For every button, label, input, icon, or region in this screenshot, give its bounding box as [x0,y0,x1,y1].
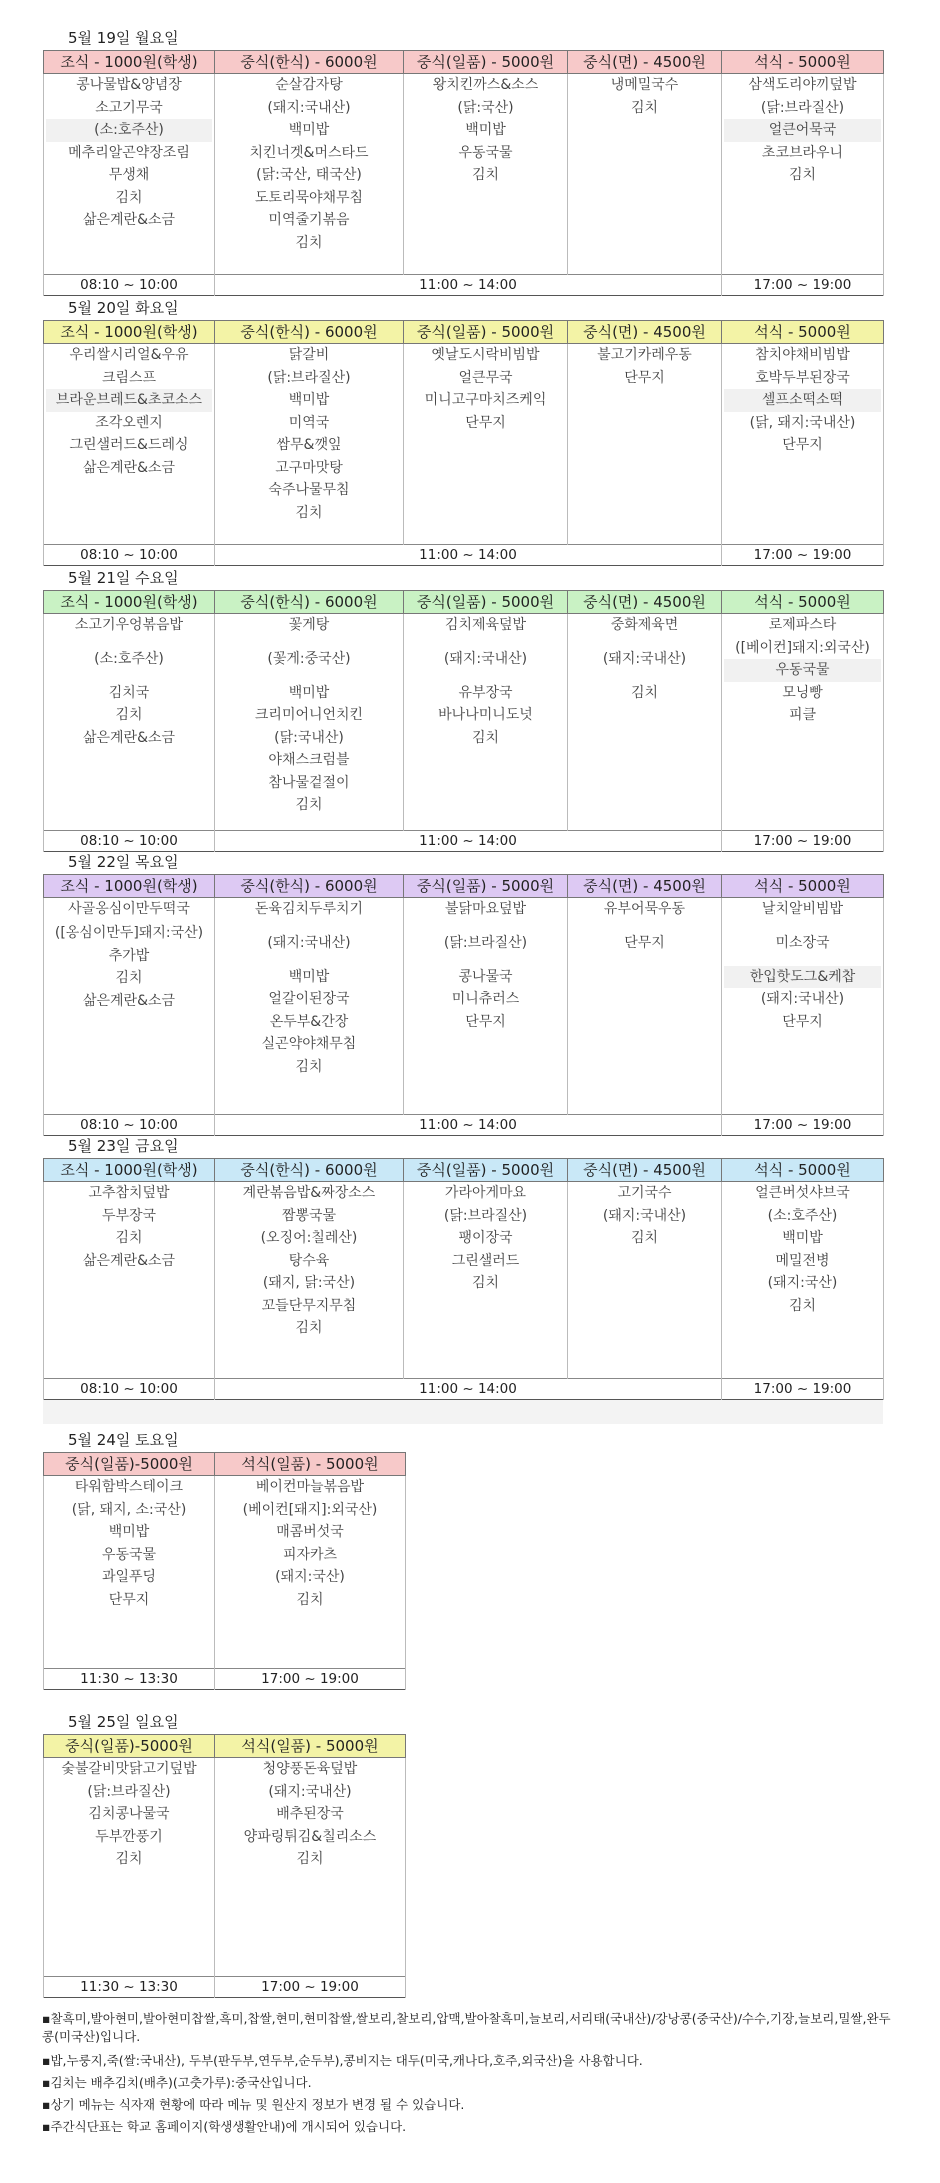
menu-item: (닭:브라질산) [443,934,528,951]
menu-cell [568,898,722,1115]
serving-time: 17:00 ~ 19:00 [215,1977,406,1998]
menu-item: 계란볶음밥&짜장소스 [242,1185,376,1201]
menu-cell [44,344,215,545]
menu-item: (소:호주산) [767,1207,838,1224]
footnote: ▪김치는 배추김치(배추)(고춧가루):중국산입니다. [42,2075,312,2090]
menu-item: 미니고구마치즈케익 [424,392,547,408]
serving-time: 11:30 ~ 13:30 [44,1977,215,1998]
menu-item: 타워함박스테이크 [74,1479,184,1495]
menu-item: 소고기무국 [95,99,163,116]
menu-item: 얼큰어묵국 [724,119,881,142]
menu-item: 얼갈이된장국 [268,991,350,1007]
menu-cell [404,344,568,545]
menu-item: 백미밥 [288,122,330,138]
menu-cell [568,344,722,545]
menu-item: 매콤버섯국 [276,1524,344,1540]
menu-cell [568,74,722,275]
menu-item: 무생채 [108,167,150,183]
menu-cell [404,898,568,1115]
menu-cell [722,614,884,831]
menu-item: ([옹심이만두]돼지:국산) [54,924,204,941]
menu-item: 백미밥 [288,392,330,408]
column-header: 조식 - 1000원(학생) [44,51,215,74]
menu-cell [44,1758,215,1977]
day-title: 5월 19일 월요일 [68,29,179,47]
column-header: 석식(일품) - 5000원 [215,1453,406,1476]
menu-item: 가라아게마요 [444,1185,527,1201]
menu-item: 두부깐풍기 [95,1828,163,1845]
menu-cell [215,344,404,545]
menu-cell [215,1476,406,1669]
menu-cell [568,1182,722,1379]
menu-item: 탕수육 [288,1252,330,1269]
menu-item: (닭:브라질산) [267,369,351,386]
menu-cell [722,1182,884,1379]
menu-item: (돼지:국내산) [602,1207,687,1224]
menu-item: 추가밥 [108,947,150,964]
footnote: ▪주간식단표는 학교 홈페이지(학생생활안내)에 개시되어 있습니다. [42,2119,407,2134]
footnote: ▪밥,누룽지,죽(쌀:국내산), 두부(판두부,연두부,순두부),콩비지는 대두(미국,캐나다,호주,외국산)을 사용합니다. [42,2053,643,2068]
menu-item: 닭갈비 [288,347,330,363]
serving-time: 17:00 ~ 19:00 [722,1115,884,1136]
menu-item: 얼큰무국 [458,369,513,386]
menu-item: 김치 [471,167,500,183]
serving-time: 08:10 ~ 10:00 [44,545,215,566]
menu-item: 야채스크럼블 [268,752,350,768]
footnote: ▪찰흑미,발아현미,발아현미찹쌀,흑미,찹쌀,현미,현미찹쌀,쌀보리,찰보리,압맥,발아찰흑미,늘보리,서리태(국내산)/강낭콩(중국산)/수수,기장,늘보리,밀쌀,완두콩(미국산)입니다. [42,2011,891,2044]
menu-cell [404,1182,568,1379]
menu-item: 메밀전병 [775,1252,830,1269]
menu-item: 소고기우엉볶음밥 [74,617,184,633]
menu-item: 콩나물밥&양념장 [76,77,182,93]
menu-item: 조각오렌지 [95,414,163,431]
menu-item: (돼지, 닭:국산) [262,1275,356,1291]
menu-item: 사골옹심이만두떡국 [68,901,190,917]
menu-item: 김치 [296,1591,324,1608]
menu-item: 우동국물 [724,659,881,682]
column-header: 조식 - 1000원(학생) [44,591,215,614]
menu-item: 바나나미니도넛 [438,707,533,723]
menu-item: 참치야채비빔밥 [755,347,850,363]
column-header: 석식 - 5000원 [722,591,884,614]
menu-item: 고추참치덮밥 [88,1185,170,1201]
column-header: 석식(일품) - 5000원 [215,1735,406,1758]
column-header: 조식 - 1000원(학생) [44,875,215,898]
serving-time: 08:10 ~ 10:00 [44,1379,215,1400]
serving-time: 11:00 ~ 14:00 [215,1379,722,1400]
menu-item: 돈육김치두루치기 [254,901,364,917]
menu-cell [215,898,404,1115]
menu-item: 베이컨마늘볶음밥 [255,1479,365,1495]
menu-item: 고기국수 [617,1185,672,1201]
menu-cell [722,74,884,275]
menu-item: 중화제육면 [610,617,679,633]
menu-item: 모닝빵 [782,684,823,701]
menu-table [43,590,884,852]
menu-item: 백미밥 [108,1524,150,1540]
serving-time: 11:00 ~ 14:00 [215,831,722,852]
menu-item: 단무지 [624,369,665,386]
menu-item: 피클 [788,707,817,723]
serving-time: 11:00 ~ 14:00 [215,275,722,296]
column-header: 중식(일품) - 5000원 [404,875,568,898]
menu-item: 김치 [115,707,143,723]
menu-item: (닭:브라질산) [760,99,845,116]
menu-item: 김치국 [108,684,150,701]
menu-item: 김치 [115,189,143,206]
column-header: 조식 - 1000원(학생) [44,321,215,344]
menu-cell [44,898,215,1115]
menu-item: (돼지:국내산) [602,650,687,667]
menu-item: 짬뽕국물 [281,1207,337,1224]
menu-item: 과일푸딩 [101,1569,157,1585]
menu-cell [215,1758,406,1977]
menu-item: 팽이장국 [458,1230,513,1246]
menu-item: 꽃게탕 [288,617,330,633]
serving-time: 17:00 ~ 19:00 [722,1379,884,1400]
menu-item: 김치 [115,970,143,986]
menu-item: (돼지:국산) [767,1275,838,1291]
menu-item: 김치 [630,1230,659,1246]
menu-item: 크림스프 [101,369,157,386]
serving-time: 17:00 ~ 19:00 [215,1669,406,1690]
column-header: 석식 - 5000원 [722,51,884,74]
day-title: 5월 20일 화요일 [68,299,179,317]
column-header: 중식(한식) - 6000원 [215,875,404,898]
menu-item: 유부어묵우동 [603,901,686,917]
menu-item: 단무지 [108,1591,150,1608]
menu-item: 미역줄기볶음 [268,212,350,228]
menu-item: 단무지 [624,934,665,951]
menu-cell [215,74,404,275]
menu-item: 김치 [295,504,323,521]
menu-item: 단무지 [465,414,506,431]
column-header: 중식(일품) - 5000원 [404,591,568,614]
menu-item: 백미밥 [288,684,330,701]
menu-table [43,1452,406,1690]
menu-item: 로제파스타 [768,617,837,633]
menu-table [43,874,884,1136]
menu-item: 치킨너겟&머스타드 [249,144,369,161]
menu-cell [44,1476,215,1669]
column-header: 석식 - 5000원 [722,1159,884,1182]
menu-item: 참나물겉절이 [268,774,350,791]
menu-item: 유부장국 [458,684,513,701]
menu-cell [44,1182,215,1379]
day-title: 5월 22일 목요일 [68,853,179,871]
menu-item: 단무지 [782,1013,823,1030]
column-header: 조식 - 1000원(학생) [44,1159,215,1182]
serving-time: 08:10 ~ 10:00 [44,275,215,296]
menu-item: 우리쌀시리얼&우유 [69,347,189,363]
serving-time: 11:30 ~ 13:30 [44,1669,215,1690]
menu-cell [568,614,722,831]
menu-item: 백미밥 [288,968,330,985]
menu-item: 냉메밀국수 [610,77,679,93]
menu-item: 김치콩나물국 [88,1806,170,1822]
menu-item: 우동국물 [458,144,513,161]
menu-item: 백미밥 [465,122,506,138]
menu-item: 숯불갈비맛닭고기덮밥 [61,1761,197,1777]
menu-item: ([베이컨]돼지:외국산) [735,639,870,656]
day-title: 5월 21일 수요일 [68,569,179,587]
menu-table [43,1734,406,1998]
footnote: ▪상기 메뉴는 식자재 현황에 따라 메뉴 및 원산지 정보가 변경 될 수 있습니다. [42,2097,465,2112]
menu-item: 날치알비빔밥 [761,901,844,917]
menu-item: 백미밥 [782,1230,823,1246]
menu-item: 미소장국 [775,934,830,951]
menu-item: 양파링튀김&칠리소스 [243,1828,377,1845]
column-header: 석식 - 5000원 [722,321,884,344]
menu-item: (돼지:국내산) [268,1783,352,1800]
column-header: 중식(일품)-5000원 [44,1453,215,1476]
serving-time: 17:00 ~ 19:00 [722,831,884,852]
column-header: 중식(한식) - 6000원 [215,321,404,344]
menu-cell [215,614,404,831]
menu-item: 온두부&간장 [269,1013,349,1030]
menu-item: (닭:국산, 태국산) [256,167,362,183]
menu-item: 김치 [115,1230,143,1246]
menu-item: 청양풍돈육덮밥 [262,1761,358,1777]
menu-item: 그린샐러드&드레싱 [69,437,189,453]
spacer-band [43,1400,883,1424]
menu-item: 삶은계란&소금 [82,1252,176,1269]
menu-table [43,1158,884,1400]
menu-item: 김치 [471,729,500,746]
menu-item: 그린샐러드 [451,1252,520,1269]
menu-item: (돼지:국내산) [267,934,351,951]
menu-item: 꼬들단무지무침 [261,1297,357,1314]
column-header: 중식(면) - 4500원 [568,321,722,344]
menu-cell [722,898,884,1115]
menu-item: 배추된장국 [276,1806,344,1822]
menu-item: (오징어:칠레산) [260,1230,358,1246]
column-header: 중식(면) - 4500원 [568,591,722,614]
menu-item: 고구마맛탕 [275,459,343,476]
menu-item: 삶은계란&소금 [82,212,176,228]
menu-item: (돼지:국산) [275,1569,345,1585]
menu-item: 김치 [295,1320,323,1336]
menu-item: (닭:브라질산) [443,1207,528,1224]
footnotes [42,2008,892,2138]
serving-time: 11:00 ~ 14:00 [215,1115,722,1136]
menu-item: 김치 [115,1851,143,1867]
column-header: 중식(일품) - 5000원 [404,51,568,74]
menu-item: 크리미어니언치킨 [254,707,364,723]
menu-item: 단무지 [782,437,823,453]
menu-item: (돼지:국내산) [760,991,845,1007]
menu-item: 피자카츠 [282,1546,338,1563]
column-header: 중식(일품) - 5000원 [404,1159,568,1182]
menu-cell [44,74,215,275]
serving-time: 17:00 ~ 19:00 [722,545,884,566]
day-title: 5월 25일 일요일 [68,1713,179,1731]
menu-table [43,50,884,296]
menu-item: 메추리알곤약장조림 [68,144,190,161]
menu-item: (돼지:국내산) [443,650,528,667]
menu-item: (닭, 돼지, 소:국산) [71,1501,187,1518]
menu-item: (닭:브라질산) [87,1783,171,1800]
menu-item: (닭, 돼지:국내산) [749,414,856,431]
menu-item: 초코브라우니 [761,144,844,161]
column-header: 중식(일품) - 5000원 [404,321,568,344]
menu-item: 왕치킨까스&소스 [432,77,539,93]
menu-cell [44,614,215,831]
menu-item: 브라운브레드&초코소스 [46,389,212,412]
menu-item: 김치 [471,1275,500,1291]
menu-item: 두부장국 [101,1207,157,1224]
menu-item: 불닭마요덮밥 [444,901,527,917]
menu-item: 미니츄러스 [451,991,520,1007]
menu-cell [404,614,568,831]
menu-item: 김치제육덮밥 [444,617,527,633]
menu-item: 순살감자탕 [275,77,343,93]
serving-time: 11:00 ~ 14:00 [215,545,722,566]
menu-item: 도토리묵야채무침 [254,189,364,206]
column-header: 중식(면) - 4500원 [568,51,722,74]
column-header: 중식(면) - 4500원 [568,1159,722,1182]
menu-item: 김치 [788,167,817,183]
menu-item: (꽃게:중국산) [267,650,351,667]
serving-time: 08:10 ~ 10:00 [44,831,215,852]
serving-time: 17:00 ~ 19:00 [722,275,884,296]
menu-item: (닭:국내산) [274,729,344,746]
menu-item: 실곤약야채무침 [261,1036,357,1052]
menu-item: 김치 [296,1851,324,1867]
menu-item: 콩나물국 [458,968,513,985]
menu-item: 셀프소떡소떡 [724,389,881,412]
menu-item: 얼큰버섯샤브국 [755,1185,850,1201]
column-header: 석식 - 5000원 [722,875,884,898]
column-header: 중식(한식) - 6000원 [215,51,404,74]
day-title: 5월 24일 토요일 [68,1431,179,1449]
menu-item: 김치 [295,1058,323,1075]
column-header: 중식(한식) - 6000원 [215,591,404,614]
menu-item: 쌈무&깻잎 [276,437,342,453]
menu-item: (닭:국산) [457,99,514,116]
menu-item: 불고기카레우동 [597,347,692,363]
menu-item: 삶은계란&소금 [82,729,176,746]
menu-item: (소:호주산) [46,119,212,142]
menu-item: 삶은계란&소금 [82,459,176,476]
serving-time: 08:10 ~ 10:00 [44,1115,215,1136]
menu-item: 미역국 [288,414,330,431]
column-header: 중식(일품)-5000원 [44,1735,215,1758]
menu-item: (돼지:국내산) [267,99,351,116]
menu-item: 우동국물 [101,1546,157,1563]
menu-item: 단무지 [465,1013,506,1030]
column-header: 중식(면) - 4500원 [568,875,722,898]
menu-table [43,320,884,566]
column-header: 중식(한식) - 6000원 [215,1159,404,1182]
menu-cell [215,1182,404,1379]
menu-item: 김치 [630,99,659,116]
menu-item: 김치 [630,684,659,701]
day-title: 5월 23일 금요일 [68,1137,179,1155]
menu-item: 옛날도시락비빔밥 [431,347,540,363]
menu-item: 김치 [295,234,323,251]
menu-item: 한입핫도그&케찹 [724,966,881,989]
menu-item: 삼색도리야끼덮밥 [748,77,857,93]
menu-cell [404,74,568,275]
menu-item: 김치 [295,797,323,813]
menu-item: 숙주나물무침 [268,482,350,498]
menu-item: (베이컨[돼지]:외국산) [242,1501,378,1518]
menu-item: (소:호주산) [94,650,164,667]
menu-cell [722,344,884,545]
menu-item: 삶은계란&소금 [82,992,176,1009]
menu-item: 호박두부된장국 [755,369,850,386]
menu-item: 김치 [788,1297,817,1314]
